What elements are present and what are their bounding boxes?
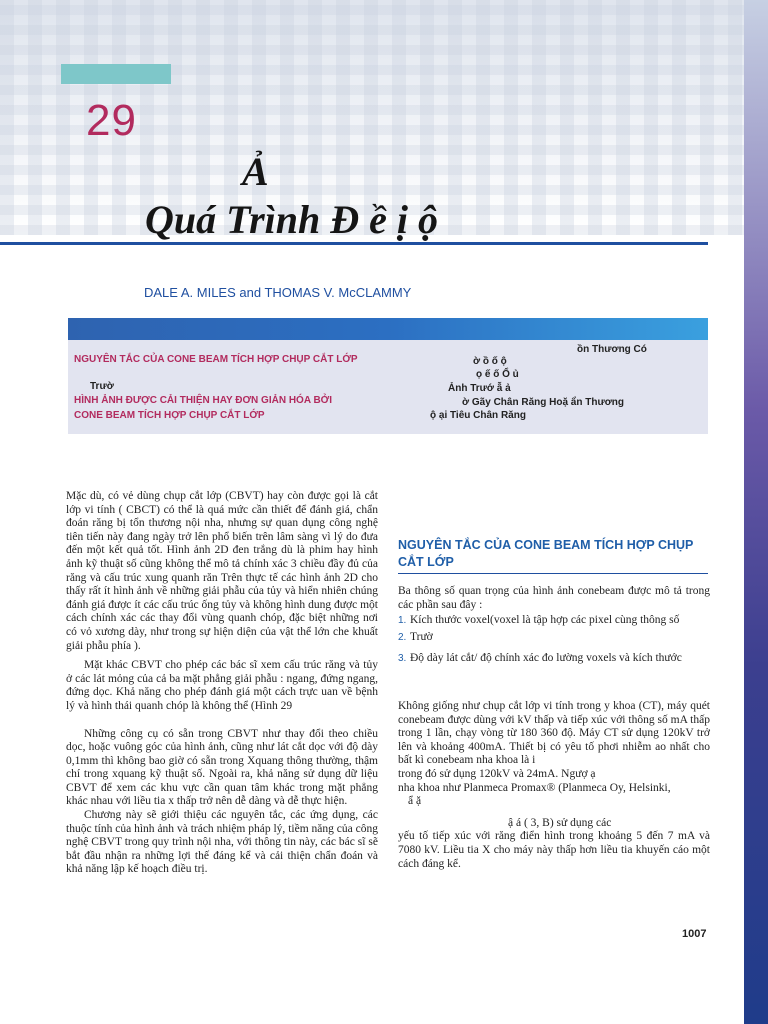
section-intro: Ba thông số quan trọng của hình ảnh conebeam được mô tả trong các phần sau đây :	[398, 585, 710, 611]
list-item: 1. Kích thước voxel(voxel là tập hợp các pixel cùng thông số	[398, 614, 680, 627]
body-paragraph: Những công cụ có sẵn trong CBVT như thay đổi theo chiều dọc, hoặc vuông góc của hình ảnh, cũng như lát cắt dọc với độ dày 0,1mm thì không bao giờ có sẵn trong Xquang thông thường, thậm chí trong xquang kỹ thuật số. Ngoài ra, khả năng sử dụng dữ liệu CBVT để xem các khu vực cần quan tâm khác trong mặt phẳng khác nhau với liều tia x thấp trở nên dễ dàng và dễ thực hiện.	[66, 727, 378, 808]
chapter-title-line-1: Ả	[242, 149, 269, 194]
section-rule	[398, 573, 708, 574]
body-paragraph: nha khoa như Planmeca Promax® (Planmeca Oy, Helsinki,	[398, 781, 671, 794]
outline-item: CONE BEAM TÍCH HỢP CHỤP CẮT LỚP	[74, 410, 265, 421]
body-paragraph: trong đó sử dụng 120kV và 24mA. Ngượ ạ	[398, 767, 596, 780]
body-paragraph: ậ á ( 3, B) sử dụng các	[508, 816, 612, 829]
body-paragraph: Chương này sẽ giới thiệu các nguyên tắc, các ứng dụng, các thuộc tính của hình ảnh và trách nhiệm pháp lý, tiềm năng của công nghệ CBVT trong quy trình nội nha, với thông tin này, các bác sĩ sẽ bắt đầu nhận ra những lợi thế đáng kể và cải thiện chẩn đoán và khả năng lập kế hoạch điều trị.	[66, 809, 378, 876]
body-paragraph: ẩ ặ	[408, 795, 422, 808]
chapter-title-line-2: Quá Trình Đ ề ị ộ	[145, 197, 439, 242]
outline-item: ờ ồ ố ộ	[473, 356, 507, 367]
outline-item: ồn Thương Có	[577, 344, 647, 355]
right-column	[398, 700, 710, 871]
authors: DALE A. MILES and THOMAS V. McCLAMMY	[144, 285, 412, 300]
outline-item: NGUYÊN TẮC CỦA CONE BEAM TÍCH HỢP CHỤP CẮT LỚP	[74, 354, 358, 365]
body-paragraph: yếu tố tiếp xúc với răng điển hình trong khoảng 5 đến 7 mA và 7080 kV. Liều tia X cho máy này thấp hơn liều tia khuyến cáo một cách đáng kể.	[398, 830, 710, 870]
body-paragraph: Không giống như chụp cắt lớp vi tính trong y khoa (CT), máy quét conebeam được dùng với kV thấp và tiếp xúc với thông số mA thấp trong 1 lần, chạy vòng từ 180 360 độ. Máy CT sử dụng 120kV trở lên và khoảng 400mA. Thiết bị có yêu tố phơi nhiễm ao nhất cho bất kì conebeam nha khoa là i	[398, 700, 710, 767]
page-edge-gradient	[744, 0, 768, 1024]
section-heading: NGUYÊN TẮC CỦA CONE BEAM TÍCH HỢP CHỤP CẮT LỚP	[398, 538, 694, 569]
title-underline	[0, 242, 708, 245]
outline-item: ờ Gãy Chân Răng Hoặ ẩn Thương	[462, 397, 625, 408]
body-paragraph: Mặt khác CBVT cho phép các bác sĩ xem cấu trúc răng và tủy ở các lát mỏng của cả ba mặt phẳng giải phẫu : ngang, đứng ngang, đứng dọc. Khả năng cho phép đánh giá một cách trực uan về bệnh lý và hình thái quanh chóp là không thể (Hình 29	[66, 659, 378, 712]
section-intro-block	[398, 585, 710, 666]
outline-item: Trườ	[90, 381, 114, 392]
chapter-number: 29	[86, 96, 137, 145]
left-column	[66, 490, 378, 877]
outline-item: HÌNH ẢNH ĐƯỢC CẢI THIỆN HAY ĐƠN GIẢN HÓA BỞI	[74, 395, 332, 406]
list-item: 2. Trườ	[398, 630, 433, 643]
outline-item: ộ ại Tiêu Chân Răng	[430, 410, 526, 421]
chapter-tab	[61, 64, 171, 84]
list-item: 3. Độ dày lát cắt/ độ chính xác đo lường voxels và kích thước	[398, 652, 682, 665]
page-number: 1007	[682, 928, 707, 940]
body-paragraph: Mặc dù, có vẻ dùng chụp cắt lớp (CBVT) hay còn được gọi là cắt lớp vi tính ( CBCT) có thể là quá mức cần thiết để đánh giá, chẩn đoán răng bị tổn thương nội nha, nhưng sự quan dụng công nghệ tiên tiến này đang ngày trở lên phổ biến trên lâm sàng vì lý do đưa đến một kết quả tốt. Hình ảnh 2D đen trắng dù là phim hay hình ảnh kỹ thuật số cũng không thể mô tả chính xác 3 chiều đầy đủ của răng và cấu trúc xung quanh răn Trên thực tế các hình ảnh 2D cho thấy rất ít hình ảnh về những giải phẫu của tủy và hiển nhiên chúng đánh giá được ít các cấu trúc ống tủy và không hình dung được một cách chính xác các thay đổi vùng quanh chóp, đặc biệt những nơi có vỏ xương dày, như trong sự hiện diện của vật thể lớn che khuất giải phẫu phía ).	[66, 490, 378, 652]
outline-item: Ảnh Trướ ẫ ả	[448, 383, 511, 394]
outline-item: ọ ế ố Ổ ủ	[476, 369, 519, 380]
chapter-outline-header-bar	[68, 318, 708, 340]
parameter-list	[398, 614, 710, 666]
